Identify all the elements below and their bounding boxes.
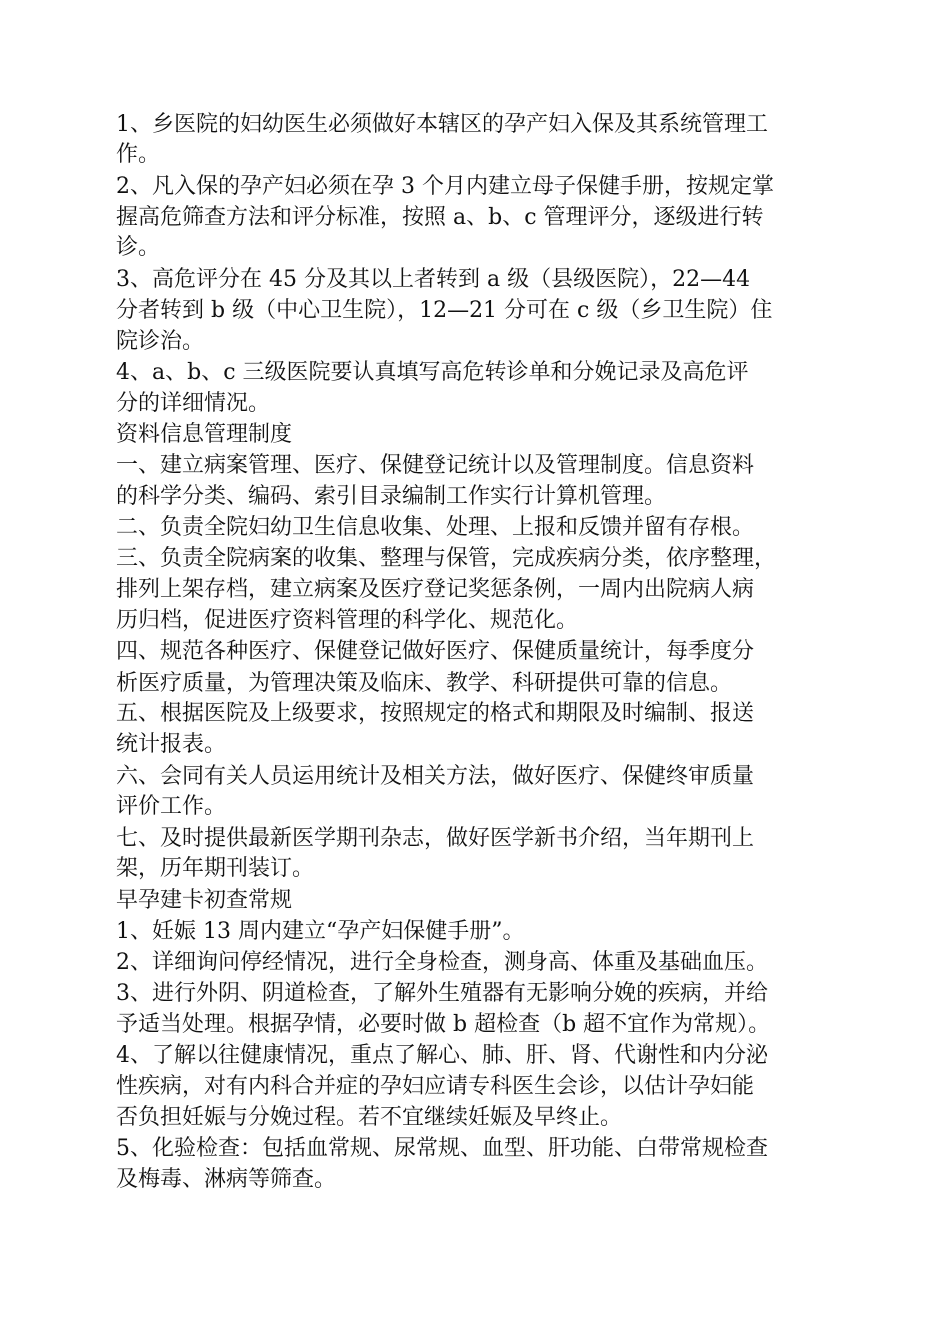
text-line: 的科学分类、编码、索引目录编制工作实行计算机管理。 — [116, 484, 667, 509]
text-line: 历归档，促进医疗资料管理的科学化、规范化。 — [116, 608, 579, 633]
text-line: 予适当处理。根据孕情，必要时做 b 超检查（b 超不宜作为常规）。 — [116, 1012, 771, 1037]
text-line: 否负担妊娠与分娩过程。若不宜继续妊娠及早终止。 — [116, 1105, 623, 1130]
text-line: 4、a、b、c 三级医院要认真填写高危转诊单和分娩记录及高危评 — [116, 360, 749, 385]
text-line: 一、建立病案管理、医疗、保健登记统计以及管理制度。信息资料 — [116, 453, 755, 478]
text-line: 性疾病，对有内科合并症的孕妇应请专科医生会诊，以估计孕妇能 — [116, 1074, 755, 1099]
text-line: 架，历年期刊装订。 — [116, 856, 315, 881]
text-line: 4、了解以往健康情况，重点了解心、肺、肝、肾、代谢性和内分泌 — [116, 1043, 768, 1068]
text-line: 1、乡医院的妇幼医生必须做好本辖区的孕产妇入保及其系统管理工 — [116, 112, 768, 137]
text-line: 握高危筛查方法和评分标准，按照 a、b、c 管理评分，逐级进行转 — [116, 205, 764, 230]
text-line: 5、化验检查：包括血常规、尿常规、血型、肝功能、白带常规检查 — [116, 1136, 768, 1161]
text-line: 四、规范各种医疗、保健登记做好医疗、保健质量统计，每季度分 — [116, 639, 755, 664]
text-line: 二、负责全院妇幼卫生信息收集、处理、上报和反馈并留有存根。 — [116, 515, 755, 540]
text-line: 统计报表。 — [116, 732, 227, 757]
text-line: 分的详细情况。 — [116, 391, 271, 416]
text-line: 五、根据医院及上级要求，按照规定的格式和期限及时编制、报送 — [116, 701, 755, 726]
text-line: 院诊治。 — [116, 329, 205, 354]
text-line: 1、妊娠 13 周内建立“孕产妇保健手册”。 — [116, 919, 525, 944]
text-line: 作。 — [116, 142, 161, 167]
text-line: 排列上架存档，建立病案及医疗登记奖惩条例，一周内出院病人病 — [116, 577, 755, 602]
text-line: 诊。 — [116, 235, 161, 260]
text-line: 分者转到 b 级（中心卫生院），12—21 分可在 c 级（乡卫生院）住 — [116, 298, 773, 323]
section-heading: 资料信息管理制度 — [116, 422, 293, 447]
text-line: 六、会同有关人员运用统计及相关方法，做好医疗、保健终审质量 — [116, 764, 755, 789]
text-line: 3、高危评分在 45 分及其以上者转到 a 级（县级医院），22—44 — [116, 267, 751, 292]
text-line: 及梅毒、淋病等筛查。 — [116, 1167, 337, 1192]
text-line: 三、负责全院病案的收集、整理与保管，完成疾病分类，依序整理， — [116, 546, 777, 571]
text-line: 2、凡入保的孕产妇必须在孕 3 个月内建立母子保健手册，按规定掌 — [116, 174, 774, 199]
text-line: 七、及时提供最新医学期刊杂志，做好医学新书介绍，当年期刊上 — [116, 826, 755, 851]
text-line: 3、进行外阴、阴道检查，了解外生殖器有无影响分娩的疾病，并给 — [116, 981, 768, 1006]
text-line: 析医疗质量，为管理决策及临床、教学、科研提供可靠的信息。 — [116, 671, 733, 696]
text-line: 2、详细询问停经情况，进行全身检查，测身高、体重及基础血压。 — [116, 950, 768, 975]
text-line: 评价工作。 — [116, 794, 227, 819]
section-heading: 早孕建卡初查常规 — [116, 888, 293, 913]
